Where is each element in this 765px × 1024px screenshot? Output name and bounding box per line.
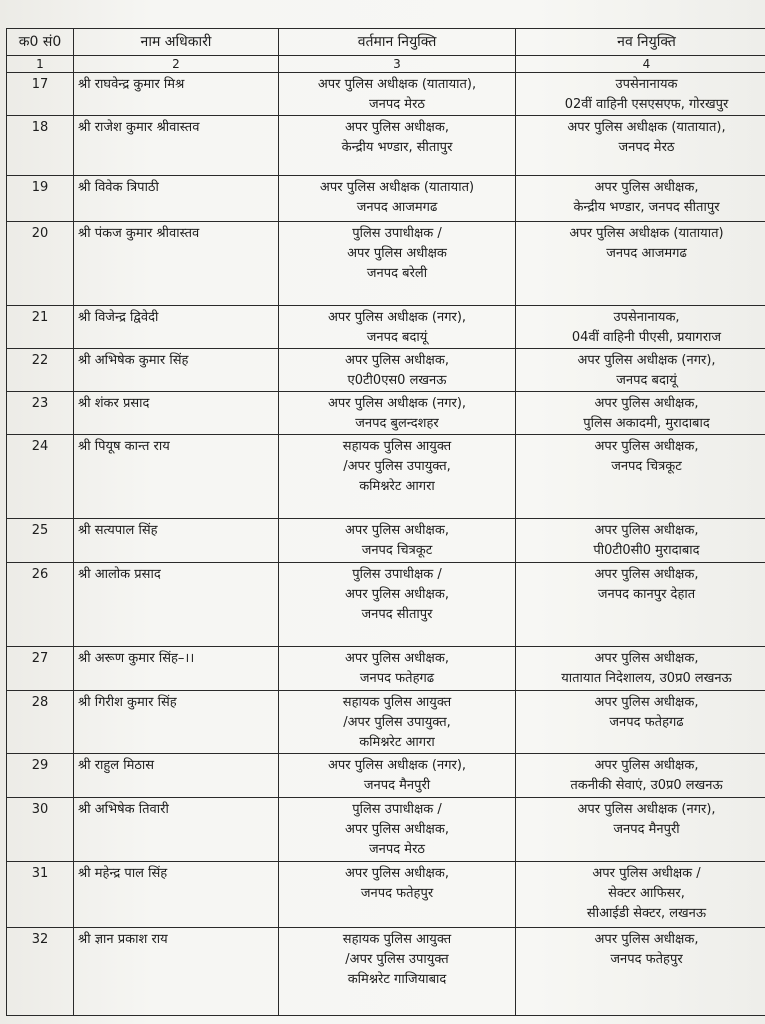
officer-name: श्री राघवेन्द्र कुमार मिश्र: [74, 73, 279, 116]
table-row: [7, 392, 765, 435]
current-posting: [279, 647, 516, 691]
serial-number: 19: [7, 176, 74, 222]
new-posting: [516, 306, 765, 349]
new-posting: [516, 563, 765, 647]
new-posting-line: अपर पुलिस अधीक्षक (यातायात),: [567, 120, 726, 135]
header-serial-number: क0 सं0: [7, 29, 74, 56]
column-number: 4: [516, 56, 765, 73]
table-header-row: [7, 29, 765, 56]
current-posting-line: जनपद मेरठ: [369, 97, 425, 112]
table-row: [7, 563, 765, 647]
current-posting: [279, 862, 516, 928]
serial-number: 25: [7, 519, 74, 563]
current-posting: [279, 176, 516, 222]
header-current-posting: वर्तमान नियुक्ति: [279, 29, 516, 56]
current-posting-line: जनपद बरेली: [366, 266, 428, 281]
current-posting: [279, 349, 516, 392]
current-posting-line: /अपर पुलिस उपायुक्त,: [343, 715, 451, 730]
serial-number: 20: [7, 222, 74, 306]
current-posting-line: केन्द्रीय भण्डार, सीतापुर: [341, 140, 453, 155]
new-posting: [516, 754, 765, 798]
current-posting-line: ए0टी0एस0 लखनऊ: [347, 373, 447, 388]
serial-number: 31: [7, 862, 74, 928]
column-number: 2: [74, 56, 279, 73]
current-posting-line: अपर पुलिस अधीक्षक,: [345, 587, 449, 602]
new-posting-line: तकनीकी सेवाएं, उ0प्र0 लखनऊ: [570, 778, 723, 793]
current-posting-line: जनपद फतेहपुर: [360, 886, 434, 901]
column-number: 1: [7, 56, 74, 73]
new-posting-line: पुलिस अकादमी, मुरादाबाद: [583, 416, 710, 431]
officer-name: श्री अभिषेक तिवारी: [74, 798, 279, 862]
new-posting-line: अपर पुलिस अधीक्षक /: [592, 866, 701, 881]
current-posting-line: जनपद बदायूं: [366, 330, 428, 345]
new-posting-line: अपर पुलिस अधीक्षक,: [594, 651, 699, 666]
current-posting: [279, 798, 516, 862]
new-posting: [516, 519, 765, 563]
current-posting: [279, 73, 516, 116]
serial-number: 21: [7, 306, 74, 349]
current-posting-line: अपर पुलिस अधीक्षक (यातायात): [319, 180, 475, 195]
new-posting-line: अपर पुलिस अधीक्षक,: [594, 523, 699, 538]
current-posting-line: /अपर पुलिस उपायुक्त: [345, 952, 449, 967]
header-new-posting: नव नियुक्ति: [516, 29, 765, 56]
new-posting-line: अपर पुलिस अधीक्षक,: [594, 695, 699, 710]
new-posting-line: जनपद कानपुर देहात: [597, 587, 696, 602]
new-posting-line: सेक्टर आफिसर,: [608, 886, 685, 901]
current-posting-line: अपर पुलिस अधीक्षक (नगर),: [327, 758, 467, 773]
current-posting-line: जनपद सीतापुर: [361, 607, 433, 622]
current-posting-line: जनपद चित्रकूट: [361, 543, 433, 558]
new-posting-line: यातायात निदेशालय, उ0प्र0 लखनऊ: [561, 671, 732, 686]
serial-number: 23: [7, 392, 74, 435]
officer-name: श्री अभिषेक कुमार सिंह: [74, 349, 279, 392]
officer-name: श्री गिरीश कुमार सिंह: [74, 691, 279, 754]
new-posting: [516, 349, 765, 392]
officer-name: श्री महेन्द्र पाल सिंह: [74, 862, 279, 928]
current-posting-line: जनपद मैनपुरी: [363, 778, 431, 793]
current-posting-line: जनपद मेरठ: [369, 842, 425, 857]
current-posting-line: सहायक पुलिस आयुक्त: [342, 695, 452, 710]
current-posting: [279, 116, 516, 176]
table-body: [7, 73, 765, 1016]
current-posting-line: अपर पुलिस अधीक्षक,: [345, 651, 449, 666]
current-posting: [279, 928, 516, 1016]
table-row: [7, 691, 765, 754]
current-posting-line: सहायक पुलिस आयुक्त: [342, 439, 452, 454]
new-posting-line: अपर पुलिस अधीक्षक,: [594, 932, 699, 947]
current-posting-line: अपर पुलिस अधीक्षक,: [345, 822, 449, 837]
current-posting-line: पुलिस उपाधीक्षक /: [352, 567, 442, 582]
current-posting: [279, 435, 516, 519]
current-posting: [279, 392, 516, 435]
column-number-row: [7, 56, 765, 73]
new-posting: [516, 928, 765, 1016]
serial-number: 28: [7, 691, 74, 754]
column-number: 3: [279, 56, 516, 73]
current-posting: [279, 306, 516, 349]
table-row: [7, 435, 765, 519]
serial-number: 18: [7, 116, 74, 176]
table-row: [7, 862, 765, 928]
new-posting-line: जनपद आजमगढ: [606, 246, 687, 261]
current-posting-line: अपर पुलिस अधीक्षक (यातायात),: [317, 77, 477, 92]
new-posting-line: 04वीं वाहिनी पीएसी, प्रयागराज: [571, 330, 722, 345]
current-posting-line: जनपद आजमगढ: [356, 200, 438, 215]
table-row: [7, 349, 765, 392]
transfer-table: [6, 28, 765, 1016]
table-row: [7, 754, 765, 798]
new-posting-line: अपर पुलिस अधीक्षक,: [594, 439, 699, 454]
current-posting-line: अपर पुलिस अधीक्षक (नगर),: [327, 310, 467, 325]
new-posting-line: अपर पुलिस अधीक्षक (नगर),: [577, 802, 716, 817]
current-posting-line: अपर पुलिस अधीक्षक,: [345, 353, 449, 368]
officer-name: श्री पंकज कुमार श्रीवास्तव: [74, 222, 279, 306]
new-posting-line: उपसेनानायक,: [613, 310, 680, 325]
new-posting-line: केन्द्रीय भण्डार, जनपद सीतापुर: [573, 200, 720, 215]
officer-name: श्री विजेन्द्र द्विवेदी: [74, 306, 279, 349]
new-posting-line: 02वीं वाहिनी एसएसएफ, गोरखपुर: [564, 97, 729, 112]
current-posting: [279, 519, 516, 563]
serial-number: 26: [7, 563, 74, 647]
new-posting-line: जनपद फतेहपुर: [610, 952, 683, 967]
new-posting-line: जनपद चित्रकूट: [611, 459, 682, 474]
new-posting-line: पी0टी0सी0 मुरादाबाद: [593, 543, 700, 558]
serial-number: 30: [7, 798, 74, 862]
new-posting: [516, 73, 765, 116]
officer-name: श्री ज्ञान प्रकाश राय: [74, 928, 279, 1016]
new-posting: [516, 116, 765, 176]
table-row: [7, 73, 765, 116]
table-row: [7, 306, 765, 349]
new-posting: [516, 176, 765, 222]
table-row: [7, 519, 765, 563]
table-row: [7, 116, 765, 176]
officer-name: श्री विवेक त्रिपाठी: [74, 176, 279, 222]
new-posting-line: उपसेनानायक: [615, 77, 678, 92]
serial-number: 29: [7, 754, 74, 798]
new-posting-line: अपर पुलिस अधीक्षक (नगर),: [577, 353, 716, 368]
officer-name: श्री सत्यपाल सिंह: [74, 519, 279, 563]
current-posting-line: अपर पुलिस अधीक्षक,: [345, 866, 449, 881]
new-posting: [516, 392, 765, 435]
new-posting-line: अपर पुलिस अधीक्षक,: [594, 180, 699, 195]
new-posting-line: अपर पुलिस अधीक्षक,: [594, 567, 699, 582]
current-posting: [279, 754, 516, 798]
officer-name: श्री अरूण कुमार सिंह–।।: [74, 647, 279, 691]
serial-number: 24: [7, 435, 74, 519]
officer-name: श्री पियूष कान्त राय: [74, 435, 279, 519]
new-posting-line: अपर पुलिस अधीक्षक,: [594, 758, 699, 773]
current-posting-line: कमिश्नरेट आगरा: [359, 735, 435, 750]
new-posting-line: अपर पुलिस अधीक्षक (यातायात): [569, 226, 724, 241]
table-row: [7, 647, 765, 691]
table-row: [7, 928, 765, 1016]
table-row: [7, 798, 765, 862]
new-posting: [516, 647, 765, 691]
current-posting-line: पुलिस उपाधीक्षक /: [352, 802, 442, 817]
new-posting-line: जनपद फतेहगढ: [609, 715, 684, 730]
current-posting-line: अपर पुलिस अधीक्षक (नगर),: [327, 396, 467, 411]
new-posting-line: जनपद बदायूं: [616, 373, 677, 388]
officer-name: श्री राहुल मिठास: [74, 754, 279, 798]
current-posting-line: कमिश्नरेट आगरा: [359, 479, 435, 494]
officer-name: श्री आलोक प्रसाद: [74, 563, 279, 647]
new-posting: [516, 862, 765, 928]
officer-name: श्री शंकर प्रसाद: [74, 392, 279, 435]
header-officer-name: नाम अधिकारी: [74, 29, 279, 56]
current-posting-line: अपर पुलिस अधीक्षक,: [345, 120, 449, 135]
current-posting-line: सहायक पुलिस आयुक्त: [342, 932, 452, 947]
table-row: [7, 176, 765, 222]
new-posting: [516, 691, 765, 754]
current-posting-line: /अपर पुलिस उपायुक्त,: [343, 459, 451, 474]
new-posting: [516, 222, 765, 306]
current-posting-line: अपर पुलिस अधीक्षक,: [345, 523, 449, 538]
table-row: [7, 222, 765, 306]
current-posting: [279, 691, 516, 754]
current-posting-line: जनपद बुलन्दशहर: [355, 416, 439, 431]
serial-number: 32: [7, 928, 74, 1016]
current-posting-line: जनपद फतेहगढ: [359, 671, 435, 686]
new-posting-line: सीआईडी सेक्टर, लखनऊ: [586, 906, 707, 921]
new-posting: [516, 798, 765, 862]
current-posting: [279, 222, 516, 306]
new-posting-line: जनपद मैनपुरी: [613, 822, 680, 837]
officer-name: श्री राजेश कुमार श्रीवास्तव: [74, 116, 279, 176]
new-posting-line: जनपद मेरठ: [618, 140, 675, 155]
serial-number: 27: [7, 647, 74, 691]
current-posting-line: पुलिस उपाधीक्षक /: [352, 226, 442, 241]
current-posting-line: कमिश्नरेट गाजियाबाद: [347, 972, 447, 987]
current-posting: [279, 563, 516, 647]
new-posting: [516, 435, 765, 519]
current-posting-line: अपर पुलिस अधीक्षक: [347, 246, 447, 261]
serial-number: 17: [7, 73, 74, 116]
serial-number: 22: [7, 349, 74, 392]
new-posting-line: अपर पुलिस अधीक्षक,: [594, 396, 699, 411]
